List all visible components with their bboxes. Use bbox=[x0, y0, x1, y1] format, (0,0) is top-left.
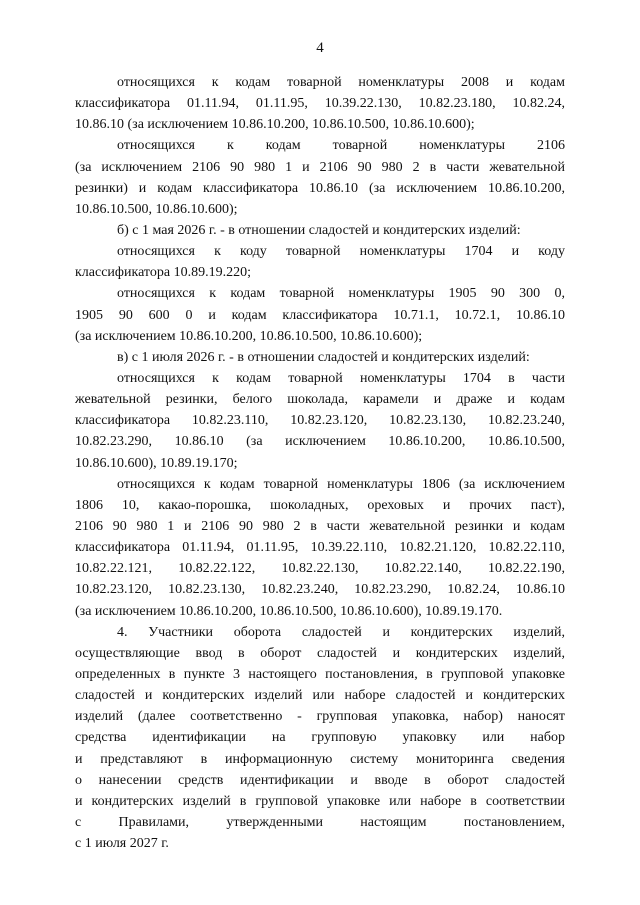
text-line: относящихся к кодам товарной номенклатуры 1806 (за исключением bbox=[117, 476, 565, 492]
text-line: 1806 10, какао-порошка, шоколадных, ореховых и прочих паст), bbox=[75, 497, 565, 513]
page-number: 4 bbox=[316, 40, 324, 56]
text-line: определенных в пункте 3 настоящего постановления, в групповой упаковке bbox=[75, 666, 565, 682]
text-line: 10.82.23.120, 10.82.23.130, 10.82.23.240, 10.82.23.290, 10.82.24, 10.86.10 bbox=[75, 582, 565, 598]
text-line: 1905 90 600 0 и кодам классификатора 10.71.1, 10.72.1, 10.86.10 bbox=[75, 307, 565, 323]
text-line: относящихся к кодам товарной номенклатуры 1704 в части bbox=[117, 370, 565, 386]
text-line: относящихся к коду товарной номенклатуры 1704 и коду bbox=[117, 244, 565, 260]
text-line: (за исключением 2106 90 980 1 и 2106 90 980 2 в части жевательной bbox=[75, 159, 565, 175]
text-line: классификатора 10.89.19.220; bbox=[75, 265, 251, 281]
text-line: классификатора 01.11.94, 01.11.95, 10.39.22.110, 10.82.21.120, 10.82.22.110, bbox=[75, 540, 565, 556]
text-line: и кондитерских изделий в групповой упаковке или наборе в соответствии bbox=[75, 793, 565, 809]
text-line: 4. Участники оборота сладостей и кондитерских изделий, bbox=[117, 624, 565, 640]
text-line: 2106 90 980 1 и 2106 90 980 2 в части жевательной резинки и кодам bbox=[75, 518, 565, 534]
text-line: б) с 1 мая 2026 г. - в отношении сладостей и кондитерских изделий: bbox=[117, 222, 521, 238]
text-line: классификатора 01.11.94, 01.11.95, 10.39.22.130, 10.82.23.180, 10.82.24, bbox=[75, 96, 565, 112]
body-text bbox=[75, 72, 565, 854]
text-line: относящихся к кодам товарной номенклатуры 2008 и кодам bbox=[117, 75, 565, 90]
text-line: и представляют в информационную систему мониторинга сведения bbox=[75, 751, 565, 767]
text-line: о нанесении средств идентификации и вводе в оборот сладостей bbox=[75, 772, 565, 788]
text-line: сладостей и кондитерских изделий или наборе сладостей и кондитерских bbox=[75, 688, 565, 704]
text-line: классификатора 10.82.23.110, 10.82.23.120, 10.82.23.130, 10.82.23.240, bbox=[75, 413, 565, 429]
text-line: 10.86.10.600), 10.89.19.170; bbox=[75, 455, 238, 471]
text-line: относящихся к кодам товарной номенклатуры 1905 90 300 0, bbox=[117, 286, 565, 302]
text-line: жевательной резинки, белого шоколада, карамели и драже и кодам bbox=[75, 392, 565, 408]
text-line: средства идентификации на групповую упаковку или набор bbox=[75, 730, 565, 746]
text-line: относящихся к кодам товарной номенклатуры 2106 bbox=[117, 138, 565, 154]
text-line: (за исключением 10.86.10.200, 10.86.10.500, 10.86.10.600); bbox=[75, 328, 423, 344]
text-line: в) с 1 июля 2026 г. - в отношении сладостей и кондитерских изделий: bbox=[117, 349, 530, 365]
text-line: с Правилами, утвержденными настоящим постановлением, bbox=[75, 814, 565, 830]
text-line: (за исключением 10.86.10.200, 10.86.10.500, 10.86.10.600), 10.89.19.170. bbox=[75, 603, 503, 619]
text-line: осуществляющие ввод в оборот сладостей и кондитерских изделий, bbox=[75, 645, 565, 661]
text-line: 10.82.23.290, 10.86.10 (за исключением 10.86.10.200, 10.86.10.500, bbox=[75, 434, 565, 450]
text-line: 10.86.10 (за исключением 10.86.10.200, 10.86.10.500, 10.86.10.600); bbox=[75, 117, 475, 133]
text-line: изделий (далее соответственно - групповая упаковка, набор) наносят bbox=[75, 709, 565, 725]
text-line: 10.82.22.121, 10.82.22.122, 10.82.22.130, 10.82.22.140, 10.82.22.190, bbox=[75, 561, 565, 577]
text-line: 10.86.10.500, 10.86.10.600); bbox=[75, 201, 238, 217]
text-line: с 1 июля 2027 г. bbox=[75, 836, 169, 852]
text-line: резинки) и кодам классификатора 10.86.10 (за исключением 10.86.10.200, bbox=[75, 180, 565, 196]
